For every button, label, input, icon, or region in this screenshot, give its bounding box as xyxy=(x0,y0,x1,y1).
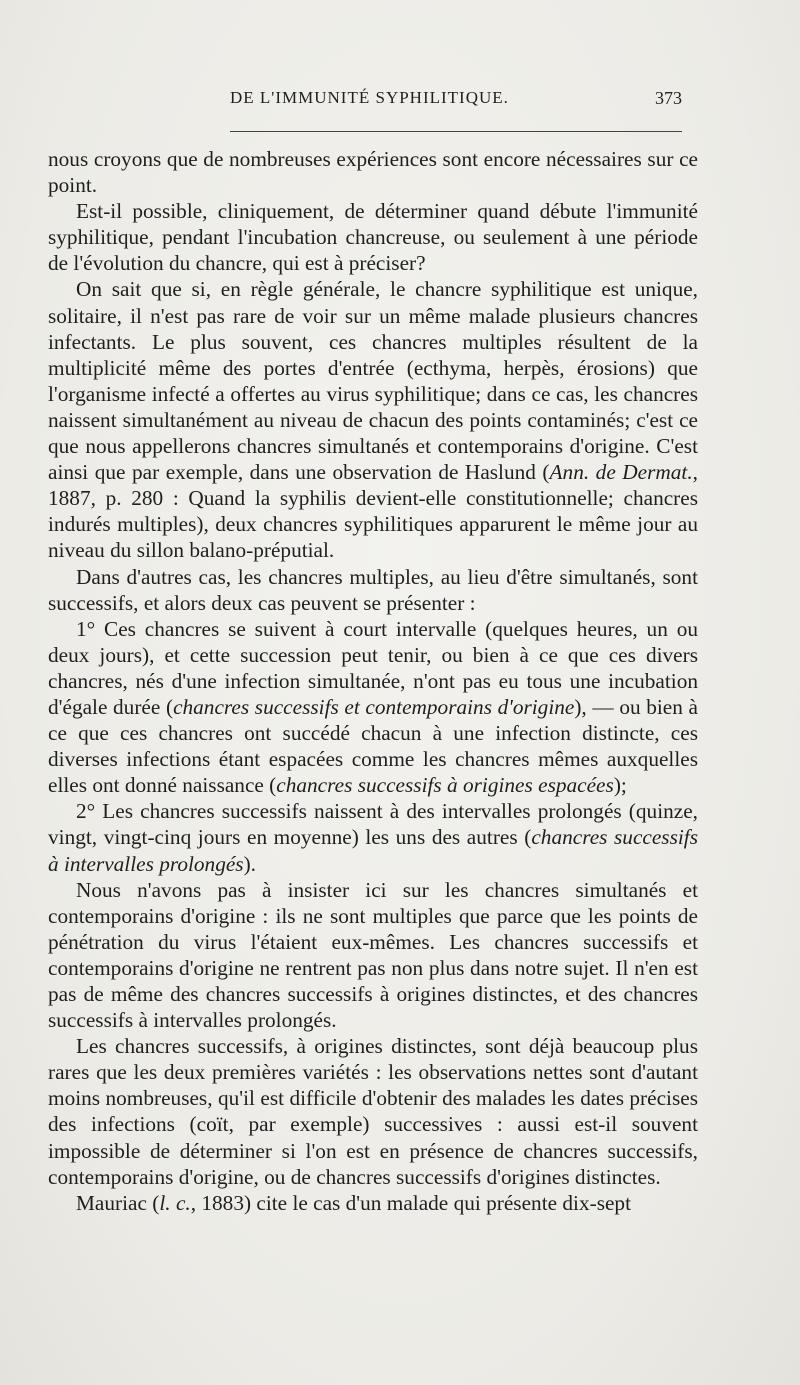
running-title: DE L'IMMUNITÉ SYPHILITIQUE. xyxy=(230,88,509,107)
paragraph xyxy=(48,798,698,876)
italic-text: Ann. de Dermat. xyxy=(549,460,693,485)
text-run: , 1883) cite le cas d'un malade qui présente dix-sept xyxy=(190,1190,631,1215)
italic-text: chancres successifs à origines espacées xyxy=(276,773,614,798)
paragraph xyxy=(48,146,698,198)
body-text xyxy=(48,146,698,1216)
italic-text: l. c. xyxy=(159,1190,191,1215)
header-rule xyxy=(230,131,682,132)
page-header xyxy=(230,88,682,118)
text-run: ), — ou bien à ce que ces chancres ont succédé chacun à une infection distincte, ces diverses infections étant espacées comme les chancres mêmes auxquelles elles ont donné naissance ( xyxy=(48,694,698,798)
text-run: Est-il possible, cliniquement, de déterminer quand débute l'immunité syphilitique, pendant l'incubation chancreuse, ou seulement à une période de l'évolution du chancre, qui est à préciser? xyxy=(48,199,698,276)
text-run: , 1887, p. 280 : Quand la syphilis devient-elle constitutionnelle; chancres indurés multiples), deux chancres syphilitiques apparurent le même jour au niveau du sillon balano-préputial. xyxy=(48,460,698,563)
text-run: Dans d'autres cas, les chancres multiples, au lieu d'être simultanés, sont successifs, et alors deux cas peuvent se présenter : xyxy=(48,564,698,615)
text-run: On sait que si, en règle générale, le chancre syphilitique est unique, solitaire, il n'est pas rare de voir sur un même malade plusieurs chancres infectants. Le plus souvent, ces chancres multiples résultent de la multiplicité même des portes d'entrée (ecthyma, herpès, érosions) que l'organisme infecté a offertes au virus syphilitique; dans ce cas, les chancres naissent simultanément au niveau de chacun des points contaminés; c'est ce que nous appellerons chancres simultanés et contemporains d'origine. C'est ainsi que par exemple, dans une observation de Haslund ( xyxy=(48,277,698,485)
paragraph xyxy=(48,564,698,616)
paragraph xyxy=(48,1033,698,1190)
italic-text: chancres successifs et contemporains d'origine xyxy=(173,694,575,719)
paragraph xyxy=(48,877,698,1034)
page-number: 373 xyxy=(655,88,682,108)
paragraph xyxy=(48,276,698,563)
paragraph xyxy=(48,1190,698,1216)
paragraph xyxy=(48,198,698,276)
text-run: 2° Les chancres successifs naissent à des intervalles prolongés (quinze, vingt, vingt-cinq jours en moyenne) les uns des autres ( xyxy=(48,799,698,850)
text-run: ). xyxy=(243,851,257,876)
text-run: 1° Ces chancres se suivent à court intervalle (quelques heures, un ou deux jours), et cette succession peut tenir, ou bien à ce que ces divers chancres, nés d'une infection simultanée, n'ont pas eu tous une incubation d'égale durée ( xyxy=(48,616,698,719)
text-run: Mauriac ( xyxy=(76,1190,160,1215)
text-run: nous croyons que de nombreuses expériences sont encore nécessaires sur ce point. xyxy=(48,147,698,198)
text-run: Nous n'avons pas à insister ici sur les chancres simultanés et contemporains d'origine : ils ne sont multiples que parce que les points de pénétration du virus l'étaient eux-mêmes. Les chancres successifs et contemporains d'origine ne rentrent pas non plus dans notre sujet. Il n'en est pas de même des chancres successifs à origines distinctes, et des chancres successifs à intervalles prolongés. xyxy=(48,877,698,1033)
text-run: ); xyxy=(613,773,627,798)
italic-text: chancres successifs à intervalles prolongés xyxy=(48,825,699,876)
text-run: Les chancres successifs, à origines distinctes, sont déjà beaucoup plus rares que les deux premières variétés : les observations nettes sont d'autant moins nombreuses, qu'il est difficile d'obtenir des malades les dates précises des infections (coït, par exemple) successives : aussi est-il souvent impossible de déterminer si l'on est en présence de chancres successifs, contemporains d'origine, ou de chancres successifs d'origines distinctes. xyxy=(48,1034,698,1189)
paragraph xyxy=(48,616,698,799)
